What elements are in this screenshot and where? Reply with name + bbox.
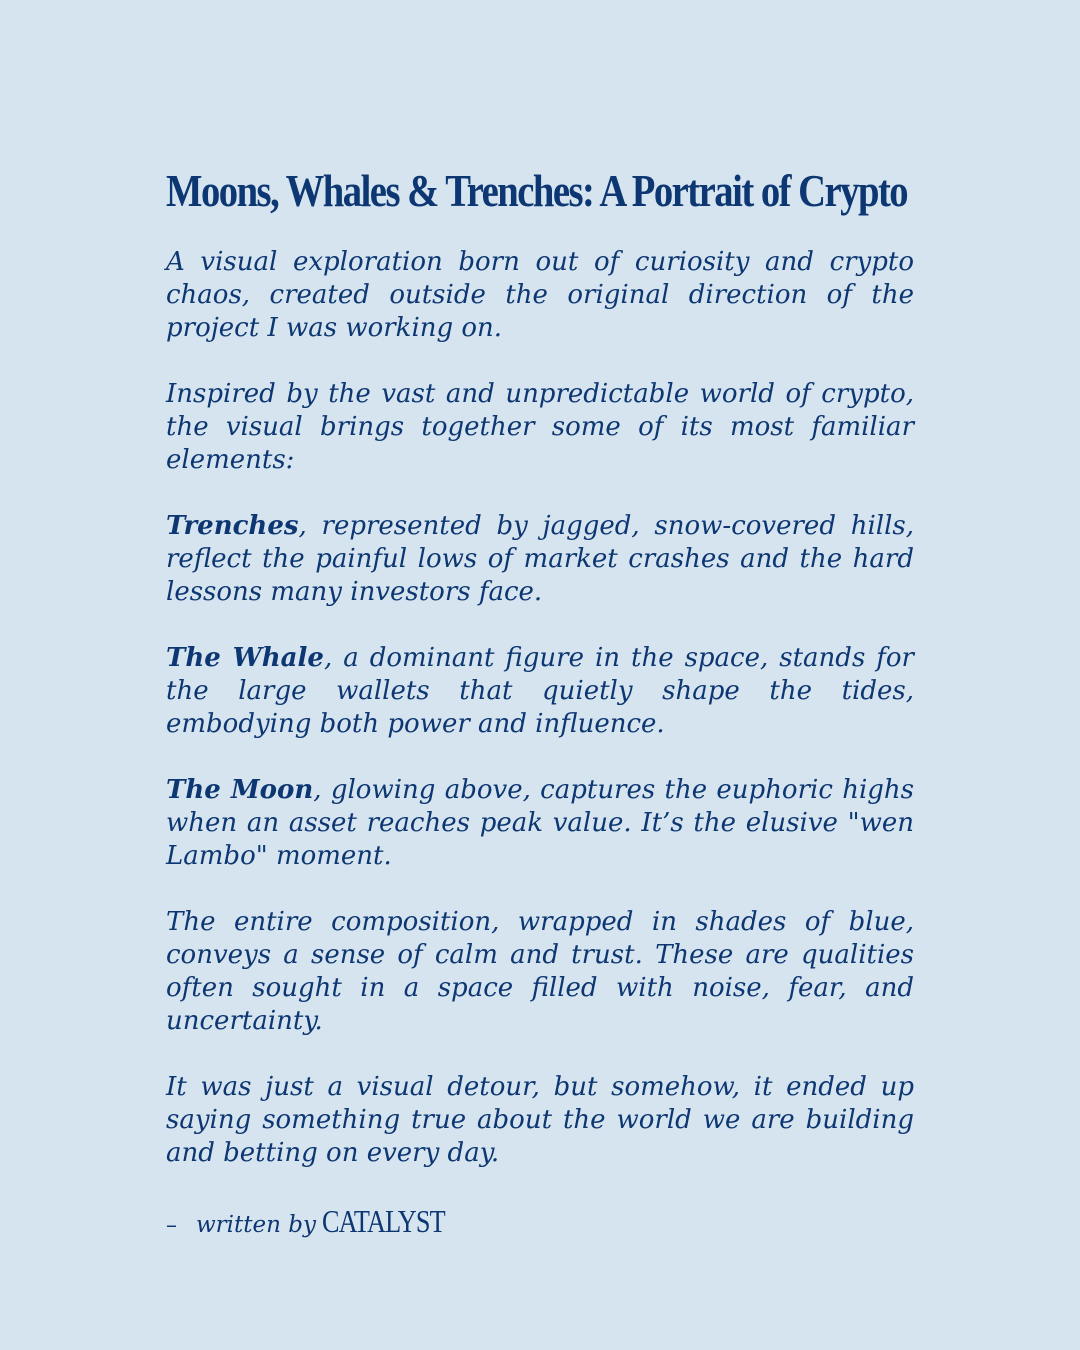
- paragraph-composition: [166, 906, 914, 1038]
- paragraph-lead-moon: The Moon: [166, 775, 314, 805]
- article: [166, 166, 914, 1240]
- signature-name: CATALYST: [321, 1203, 445, 1239]
- paragraph-intro: [166, 246, 914, 345]
- signature-dash: –: [166, 1213, 177, 1238]
- paragraph-lead-whale: The Whale: [166, 643, 324, 673]
- paragraph-moon: [166, 774, 914, 873]
- paragraph-text: It was just a visual detour, but somehow, it ended up saying something true about the world we are building and betting on every day.: [166, 1072, 914, 1168]
- paragraph-lead-trenches: Trenches: [166, 511, 299, 541]
- paragraph-text: , a dominant figure in the space, stands for the large wallets that quietly shape the tides, embodying both power and influence.: [166, 643, 914, 739]
- paragraph-text: Inspired by the vast and unpredictable world of crypto, the visual brings together some of its most familiar elements:: [166, 379, 914, 475]
- signature: [166, 1203, 914, 1240]
- paragraph-text: , represented by jagged, snow-covered hills, reflect the painful lows of market crashes and the hard lessons many investors face.: [166, 511, 914, 607]
- page-title: Moons, Whales & Trenches: A Portrait of Crypto: [166, 165, 908, 216]
- paragraph-text: , glowing above, captures the euphoric highs when an asset reaches peak value. It’s the elusive "wen Lambo" moment.: [166, 775, 914, 871]
- paragraph-conclusion: [166, 1071, 914, 1170]
- signature-prefix: written by: [196, 1212, 316, 1238]
- paragraph-text: A visual exploration born out of curiosity and crypto chaos, created outside the original direction of the project I was working on.: [166, 247, 914, 343]
- paragraph-text: The entire composition, wrapped in shades of blue, conveys a sense of calm and trust. These are qualities often sought in a space filled with noise, fear, and uncertainty.: [166, 907, 914, 1036]
- paragraph-whale: [166, 642, 914, 741]
- paragraph-trenches: [166, 510, 914, 609]
- paragraph-inspiration: [166, 378, 914, 477]
- article-body: [166, 246, 914, 1240]
